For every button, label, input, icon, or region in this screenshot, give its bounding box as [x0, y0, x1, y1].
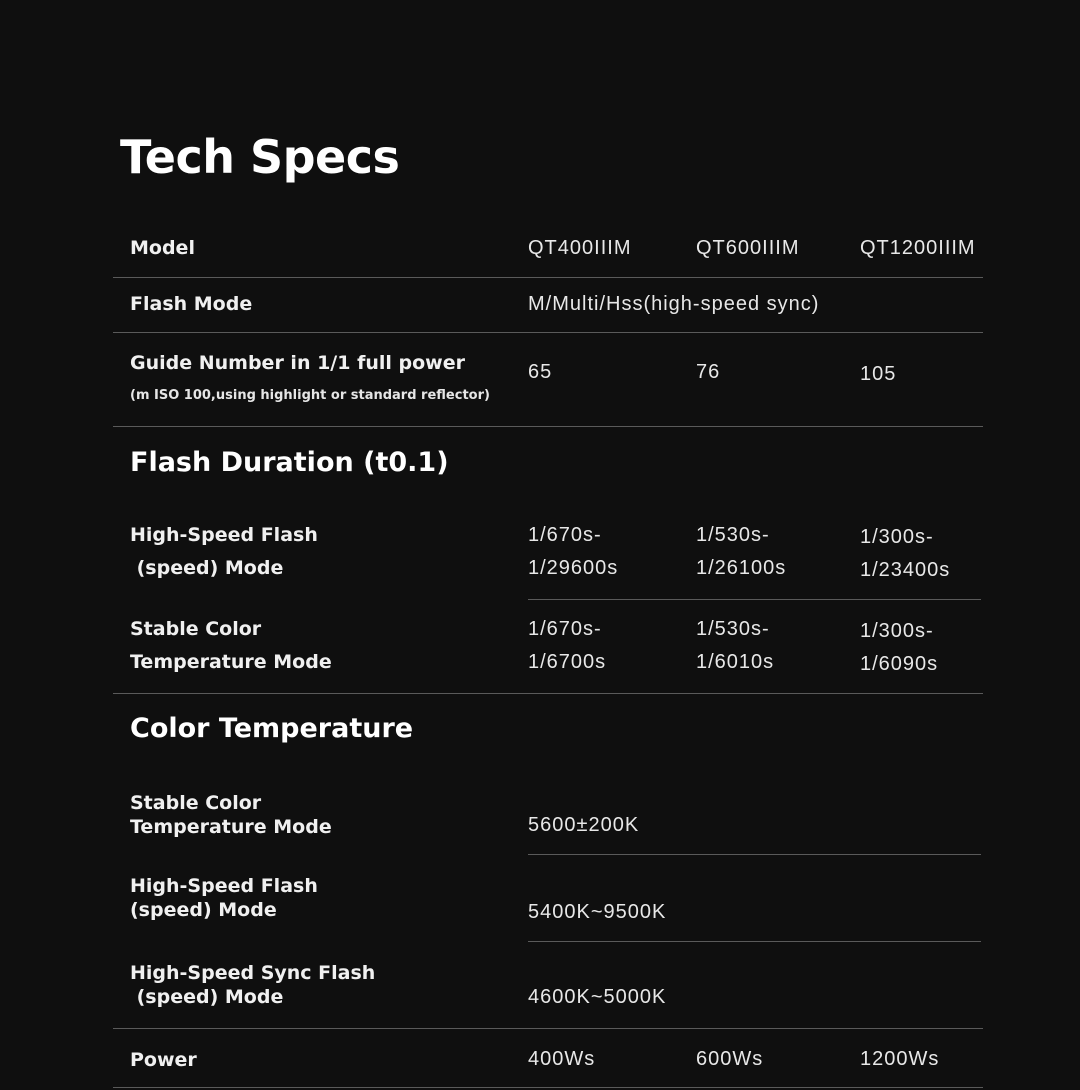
- guide-number-value: 76: [696, 361, 721, 383]
- row-divider: [113, 426, 983, 427]
- flash-duration-value: 1/300s- 1/23400s: [860, 526, 951, 581]
- guide-number-value: 65: [528, 361, 553, 383]
- row-divider: [113, 332, 983, 333]
- flash-mode-value: M/Multi/Hss(high-speed sync): [528, 293, 820, 315]
- flash-duration-value: 1/530s- 1/26100s: [696, 524, 787, 579]
- flash-duration-heading: Flash Duration (t0.1): [130, 447, 449, 478]
- color-temperature-value: 5600±200K: [528, 814, 640, 836]
- color-temperature-value: 5400K~9500K: [528, 901, 667, 923]
- color-temperature-value: 4600K~5000K: [528, 986, 667, 1008]
- row-divider: [113, 277, 983, 278]
- row-divider: [113, 693, 983, 694]
- flash-duration-value: 1/300s- 1/6090s: [860, 620, 939, 675]
- flash-duration-value: 1/530s- 1/6010s: [696, 618, 775, 673]
- power-value: 600Ws: [696, 1048, 764, 1070]
- stable-color-label: Stable Color Temperature Mode: [130, 618, 332, 673]
- high-speed-flash-label: High-Speed Flash (speed) Mode: [130, 524, 318, 579]
- high-speed-flash-label: High-Speed Flash (speed) Mode: [130, 875, 318, 921]
- flash-duration-value: 1/670s- 1/6700s: [528, 618, 607, 673]
- row-divider: [113, 1087, 983, 1088]
- row-divider: [113, 1028, 983, 1029]
- page-title: Tech Specs: [120, 130, 400, 184]
- power-value: 400Ws: [528, 1048, 596, 1070]
- sub-row-divider: [528, 941, 981, 942]
- power-label: Power: [130, 1049, 197, 1071]
- model-name: QT1200IIIM: [860, 237, 976, 259]
- sub-row-divider: [528, 599, 981, 600]
- guide-number-note: (m ISO 100,using highlight or standard reflector): [130, 388, 490, 403]
- flash-duration-value: 1/670s- 1/29600s: [528, 524, 619, 579]
- model-name: QT400IIIM: [528, 237, 632, 259]
- guide-number-value: 105: [860, 363, 897, 385]
- guide-number-label: Guide Number in 1/1 full power: [130, 352, 465, 374]
- high-speed-sync-label: High-Speed Sync Flash (speed) Mode: [130, 962, 376, 1008]
- power-value: 1200Ws: [860, 1048, 940, 1070]
- stable-color-label: Stable Color Temperature Mode: [130, 792, 332, 838]
- color-temperature-heading: Color Temperature: [130, 713, 414, 744]
- model-label: Model: [130, 237, 195, 259]
- sub-row-divider: [528, 854, 981, 855]
- flash-mode-label: Flash Mode: [130, 293, 253, 315]
- model-name: QT600IIIM: [696, 237, 800, 259]
